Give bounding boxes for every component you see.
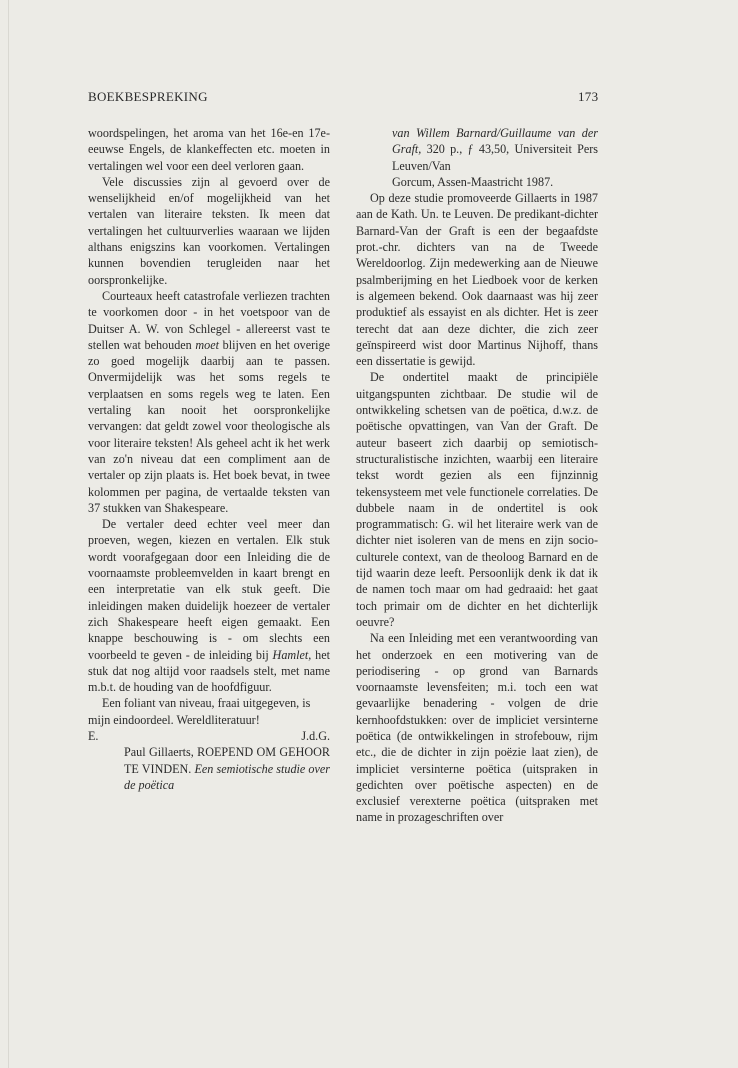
paragraph: Op deze studie promoveerde Gillaerts in 1987 aan de Kath. Un. te Leuven. De predikant-dichter Barnard-Van der Graft is een der begaafdste prot.-chr. dichters van na de Tweede Wereldoorlog. Zijn medewerking aan de Nieuwe psalmberijming en het Liedboek voor de kerken is algemeen bekend. Ook daarnaast was hij zeer produktief als essayist en als dichter. Het is zeer terecht dat aan deze dichter, die zich zeer geïnspireerd wist door Martinus Nijhoff, thans een dissertatie is gewijd. bbox=[356, 191, 598, 369]
scan-edge bbox=[8, 0, 9, 1068]
emphasis: moet bbox=[195, 337, 219, 352]
running-header: BOEKBESPREKING bbox=[88, 89, 208, 104]
review-heading: Paul Gillaerts, ROEPEND OM GEHOOR TE VINDEN. Een semiotische studie over de poëtica bbox=[124, 745, 330, 792]
paragraph: Courteaux heeft catastrofale verliezen trachten te voorkomen door - in het voetspoor van de Duitser A. W. von Schlegel - allereerst vast te stellen wat behouden moet blijven en het overige zo goed mogelijk daarbij aan te passen. Onvermijdelijk was het soms regels te verplaatsen en soms regels weg te laten. Een vertaling kan nooit het oorspronkelijke vervangen: dat geldt zowel voor theologische als voor literaire teksten! Als geheel acht ik het werk van zo'n niveau dat een compliment aan de vertaler op zijn plaats is. Het boek bevat, in twee kolommen per pagina, de vertaalde teksten van 37 stukken van Shakespeare. bbox=[88, 288, 330, 515]
paragraph: Een foliant van niveau, fraai uitgegeven, is mijn eindoordeel. Wereldliteratuur! bbox=[88, 696, 311, 727]
bibliographic-reference-end: Gorcum, Assen-Maastricht 1987. bbox=[392, 174, 554, 189]
reviewer-initials: J.d.G. bbox=[301, 728, 330, 743]
right-column bbox=[356, 125, 598, 826]
paragraph: De vertaler deed echter veel meer dan proeven, wegen, kiezen en vertalen. Elk stuk wordt voorafgegaan door een Inleiding die de voornaamste probleemvelden in kaart brengt en een interpretatie van elk stuk geeft. Die inleidingen maken duidelijk hoezeer de vertaler zich Shakespeare heeft eigen gemaakt. Een knappe beschouwing is - om slechts een voorbeeld te geven - de inleiding bij Hamlet, het stuk dat nog altijd voor raadsels stelt, met name m.b.t. de houding van de hoofdfiguur. bbox=[88, 517, 330, 695]
paragraph: De ondertitel maakt de principiële uitgangspunten zichtbaar. De studie wil de ontwikkeling schetsen van de poëtica, d.w.z. de poëtische opvattingen, van Van der Graft. De auteur baseert zich daarbij op semiotisch-structuralistische inzichten, waarbij een literaire tekst wordt gezien als een fijnzinnig tekensysteem met vele functionele correlaties. De dubbele naam in de ondertitel is ook programmatisch: G. wil het literaire werk van de dichter niet isoleren van de mens en zijn socio-culturele context, van de theoloog Barnard en de tijd waarin deze leeft. Persoonlijk denk ik dat ik de namen toch maar om had gedraaid: het gaat toch primair om de dichter en het dichterlijk oeuvre? bbox=[356, 370, 598, 629]
paragraph: woordspelingen, het aroma van het 16e-en 17e-eeuwse Engels, de klankeffecten etc. moeten in vertalingen wel voor een deel verloren gaan. bbox=[88, 126, 330, 173]
signature-initial: E. bbox=[88, 728, 99, 743]
paragraph: Vele discussies zijn al gevoerd over de wenselijkheid en/of mogelijkheid van het vertalen van literaire teksten. Ik meen dat vertalingen het cultuurverlies waaraan we lijden althans enigszins kan voorkomen. Vertalingen kunnen bovendien terugleiden naar het oorspronkelijke. bbox=[88, 174, 330, 287]
emphasis: Hamlet, bbox=[272, 647, 312, 662]
left-column bbox=[88, 125, 330, 793]
page-number: 173 bbox=[578, 89, 599, 104]
paragraph: Na een Inleiding met een verantwoording van het onderzoek en een motivering van de periodisering - op grond van Barnards voornaamste levensfeiten; m.i. toch een wat gevaarlijke benadering - volgen de drie kernhoofdstukken: over de impliciet versinterne poëtica (de ontwikkelingen in strofebouw, rijm etc., die de dichter in zijn poëzie laat zien), de impliciet versinterne poëtica (uitspraken in gedichten over poëtische aspecten) en de exclusief verexterne poëtica (uitspraken met name in prozageschriften over bbox=[356, 631, 598, 825]
bibliographic-reference: van Willem Barnard/Guillaume van der Graft, 320 p., ƒ 43,50, Universiteit Pers Leuven/Van bbox=[392, 126, 598, 173]
signature-line bbox=[88, 728, 330, 744]
book-subtitle: Een semiotische studie over de poëtica bbox=[124, 761, 330, 792]
